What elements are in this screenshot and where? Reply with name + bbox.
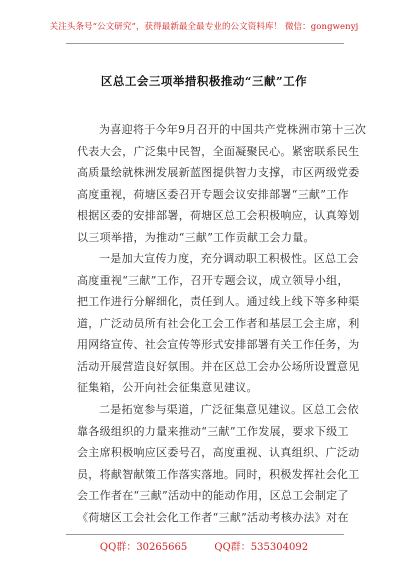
- paragraph-line: 靠各级组织的力量来推动“三献”工作发展，要求下级工: [77, 424, 349, 438]
- paragraph-line: 二是拓宽参与渠道，广泛征集意见建议。区总工会依: [99, 403, 359, 416]
- footer-qq-group-1: QQ群：30265665: [99, 542, 188, 553]
- document-title: 区总工会三项举措积极推动“三献”工作: [100, 74, 308, 88]
- paragraph-line: 道，广泛动员所有社会化工会工作者和基层工会主席，利: [77, 316, 360, 330]
- paragraph-line: 把工作进行分解细化，责任到人。通过线上线下等多种渠: [77, 295, 360, 308]
- paragraph-line: 征集箱，公开向社会征集意见建议。: [77, 381, 258, 394]
- header-divider: [66, 43, 344, 44]
- paragraph-line: 一是加大宣传力度，充分调动职工积极性。区总工会: [99, 252, 359, 265]
- paragraph-line: 员，将献智献策工作落实落地。同时，积极发挥社会化工: [77, 467, 360, 481]
- paragraph-line: 《荷塘区工会社会化工作者“三献”活动考核办法》对在: [77, 510, 349, 524]
- header-promo-text: 关注头条号“公文研究”，获得最新最全最专业的公文资料库！ 微信：gongwenyj: [49, 22, 359, 32]
- paragraph-line: 高度重视，荷塘区委召开专题会议安排部署“三献”工作: [77, 187, 349, 201]
- paragraph-2: [77, 248, 360, 399]
- paragraph-line: 代表大会，广泛集中民智，全面凝聚民心。紧密联系民生: [77, 144, 360, 158]
- paragraph-line: 高质量绘就株洲发展新蓝图提供智力支撑，市区两级党委: [77, 166, 360, 179]
- paragraph-line: 会工作者在“三献”活动中的能动作用，区总工会制定了: [77, 489, 349, 502]
- paragraph-3: [77, 399, 360, 528]
- paragraph-line: 会主席积极响应区委号召，高度重视、认真组织、广泛动: [77, 446, 360, 459]
- paragraph-1: [77, 119, 366, 248]
- footer-qq-groups: [0, 538, 408, 553]
- footer-qq-group-2: QQ群：535304092: [214, 542, 309, 553]
- footer-divider: [66, 534, 344, 535]
- paragraph-line: 高度重视“三献”工作，召开专题会议，成立领导小组，: [77, 273, 349, 287]
- paragraph-line: 活动开展营造良好氛围。并在区总工会办公场所设置意见: [77, 359, 360, 373]
- paragraph-line: 根据区委的安排部署，荷塘区总工会积极响应，认真筹划: [77, 209, 360, 222]
- paragraph-line: 为喜迎将于今年9月召开的中国共产党株洲市第十三次: [99, 123, 367, 136]
- paragraph-line: 以三项举措，为推动“三献”工作贡献工会力量。: [77, 230, 315, 244]
- paragraph-line: 用网络宣传、社会宣传等形式安排部署有关工作任务，为: [77, 338, 360, 351]
